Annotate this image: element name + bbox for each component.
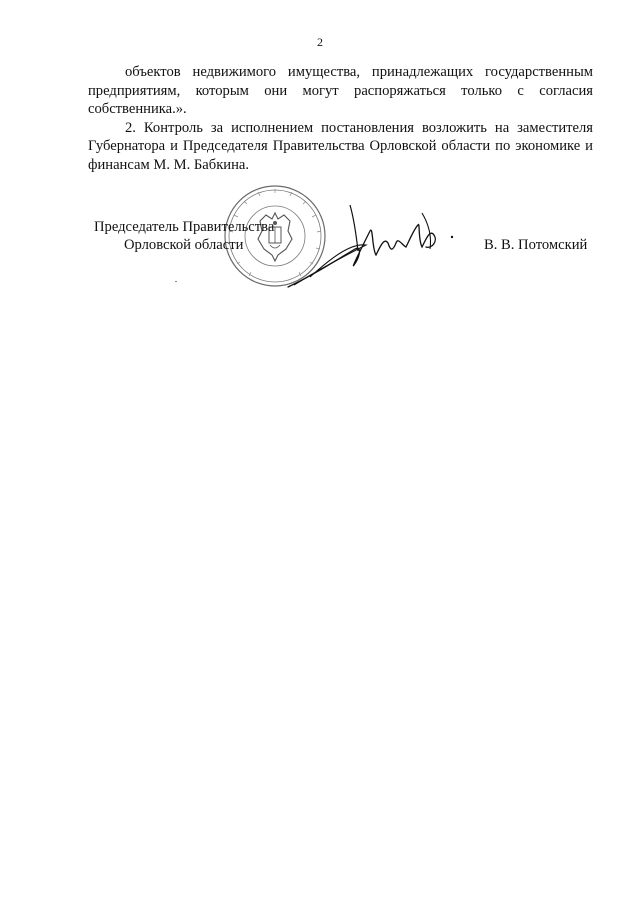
signatory-title-line-2: Орловской области: [124, 237, 244, 253]
body-text: [88, 63, 593, 174]
scan-speck: [175, 281, 177, 282]
signatory-name: В. В. Потомский: [484, 237, 588, 253]
signatory-title-line-1: Председатель Правительства: [94, 219, 275, 235]
paragraph-continuation: объектов недвижимого имущества, принадлежащих государственным предприятиям, которым они могут распоряжаться только с согласия собственника.».: [88, 64, 593, 117]
signature-block: [0, 195, 640, 295]
handwritten-signature: [280, 199, 460, 291]
paragraph-control-clause: 2. Контроль за исполнением постановления возложить на заместителя Губернатора и Председателя Правительства Орловской области по экономике и финансам М. М. Бабкина.: [88, 119, 593, 173]
page-number: 2: [317, 35, 323, 49]
